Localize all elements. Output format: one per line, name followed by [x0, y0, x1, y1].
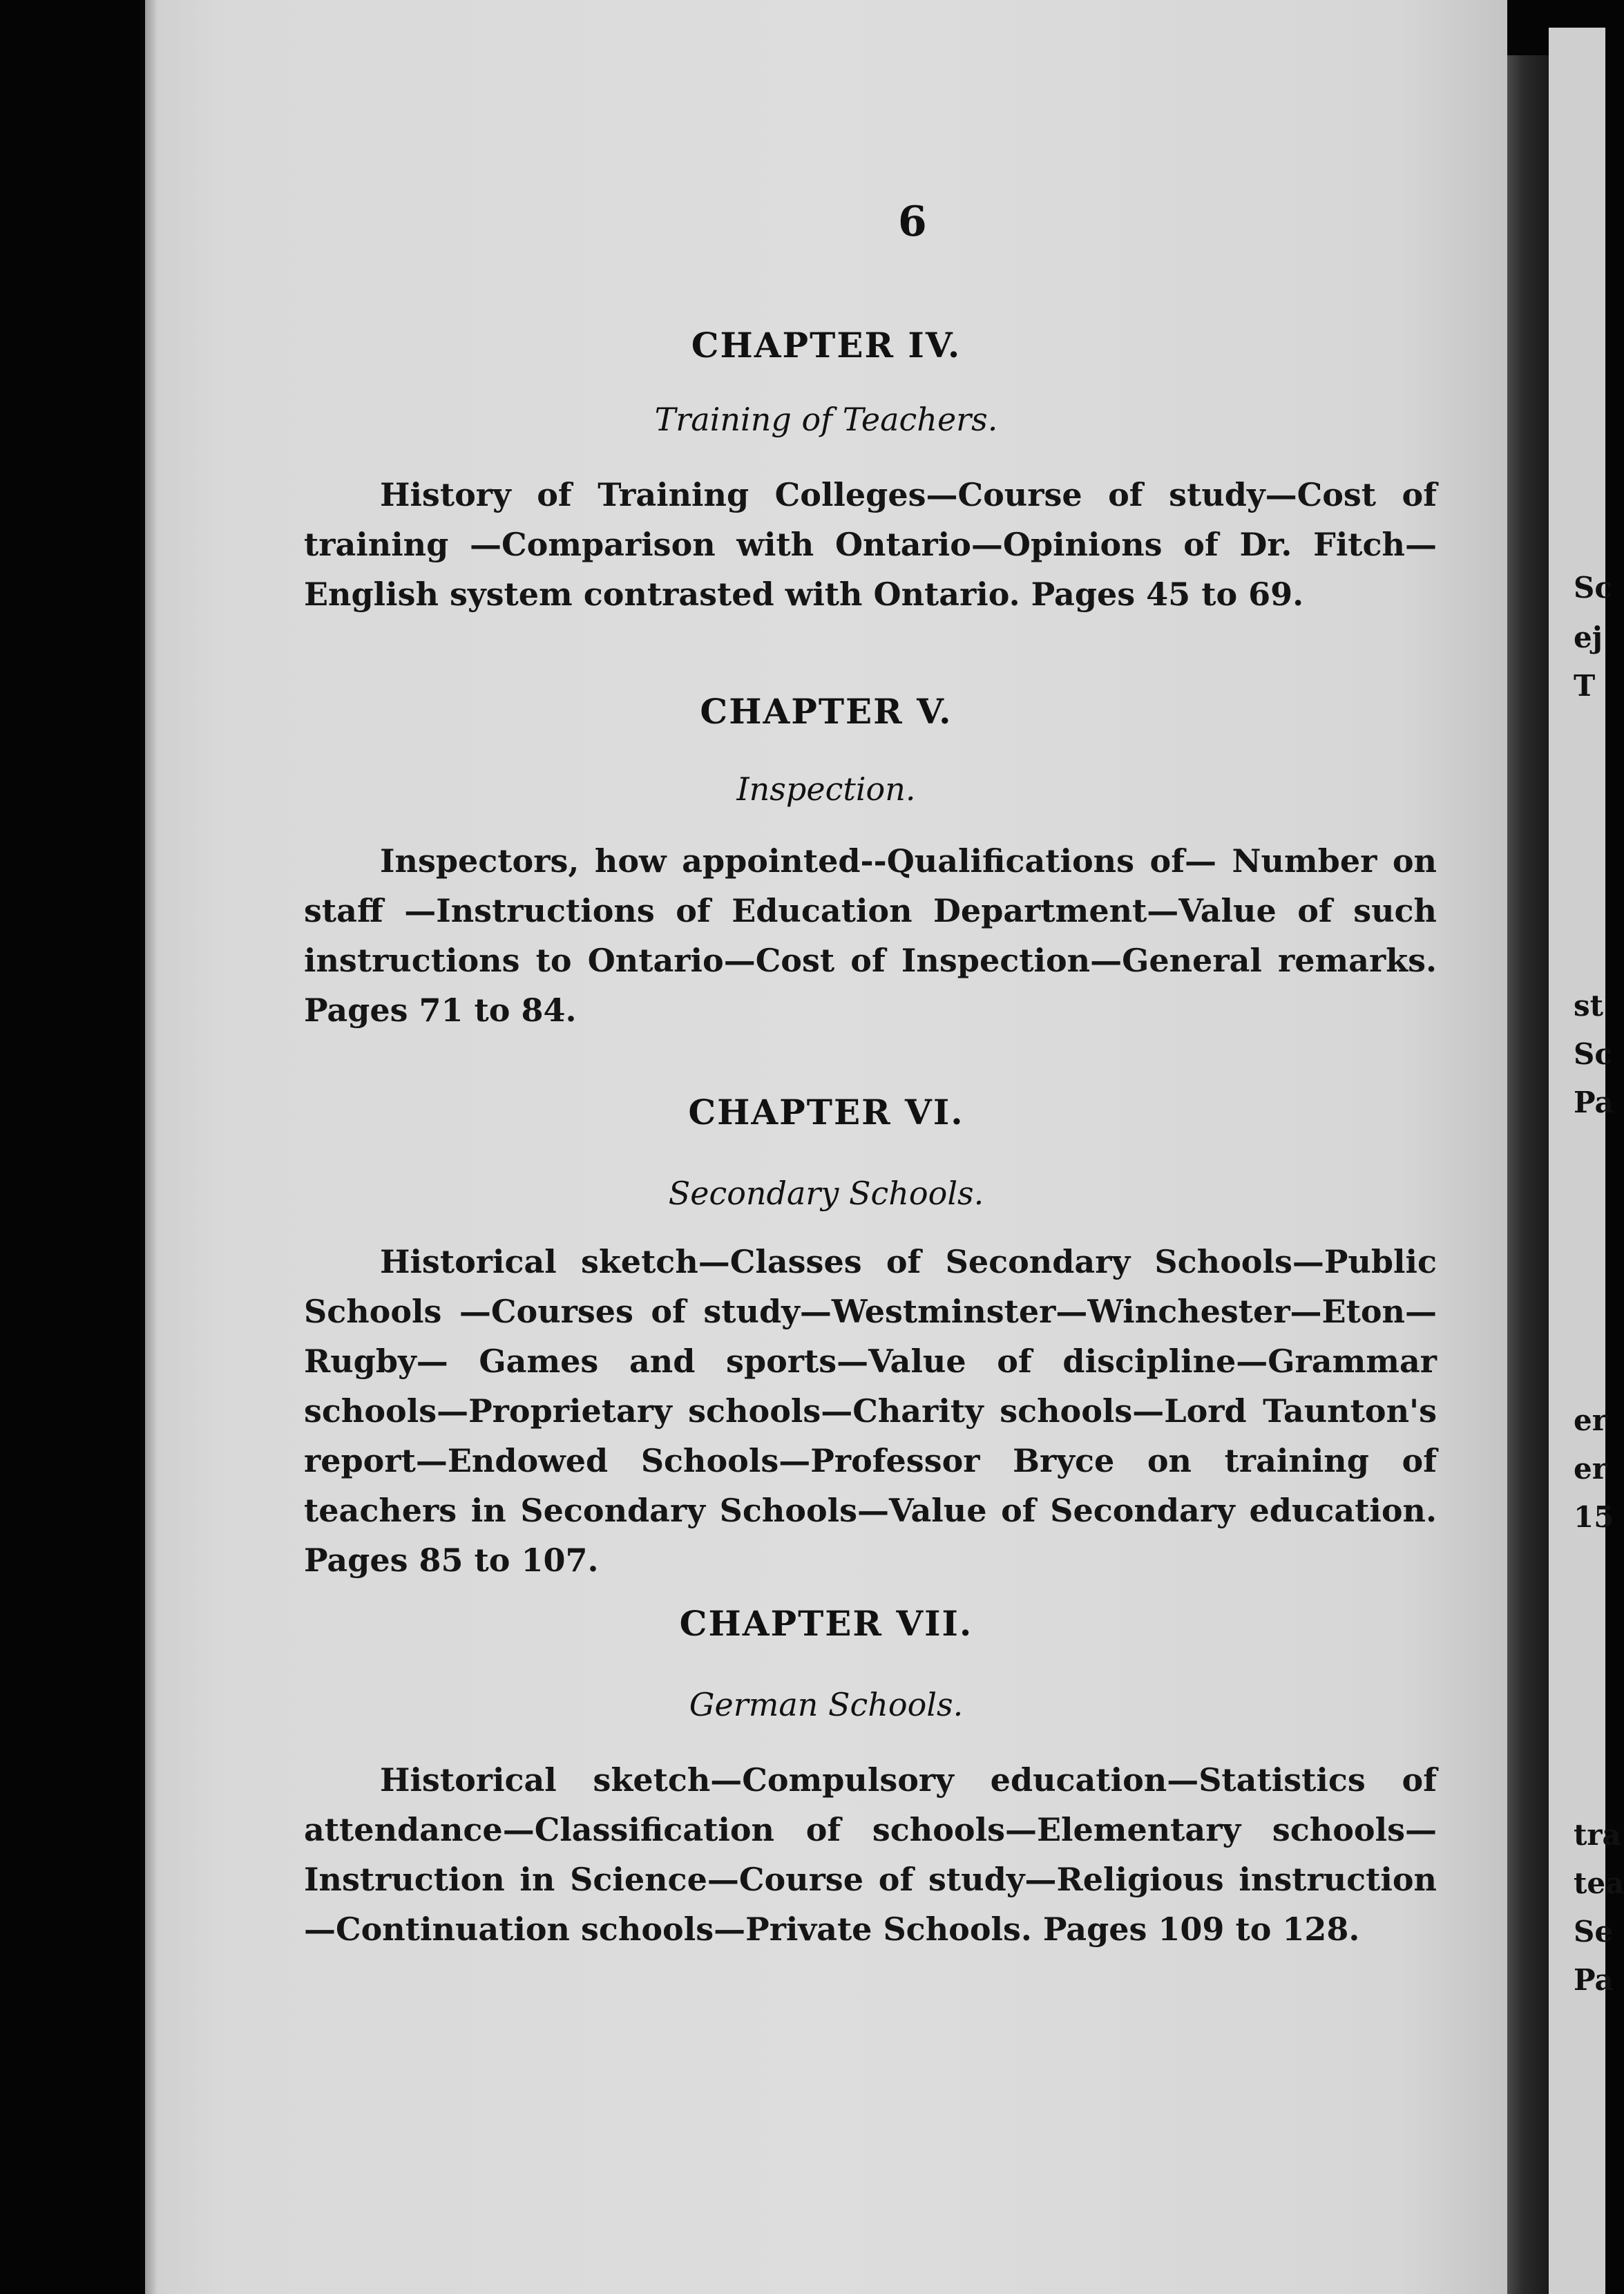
- adjacent-text-fragment: Pa: [1574, 1963, 1614, 1997]
- book-page: [145, 0, 1507, 2294]
- book-gutter: [1507, 55, 1549, 2294]
- adjacent-text-fragment: T: [1574, 669, 1596, 703]
- chapter-summary: Historical sketch—Classes of Secondary Schools—Public Schools —Courses of study—Westminster—Winchester—Eton—Rugby— Games and sports—Value of discipline—Grammar schools—Proprietary schools—Charity schools—Lord Taunton's report—Endowed Schools—Professor Bryce on training of teachers in Secondary Schools—Value of Secondary education. Pages 85 to 107.: [304, 1243, 1437, 1579]
- chapter-summary: Historical sketch—Compulsory education—Statistics of attendance—Classification of schools—Elementary schools—Instruction in Science—Course of study—Religious instruction—Continuation schools—Private Schools. Pages 109 to 128.: [304, 1761, 1437, 1948]
- adjacent-text-fragment: st: [1574, 989, 1604, 1023]
- chapter-heading: CHAPTER IV.: [691, 325, 962, 366]
- chapter-heading: CHAPTER VI.: [688, 1092, 964, 1132]
- adjacent-text-fragment: Se: [1574, 1915, 1614, 1949]
- adjacent-text-fragment: Sc: [1574, 571, 1612, 605]
- chapter-heading: CHAPTER VII.: [679, 1603, 973, 1644]
- chapter-summary: History of Training Colleges—Course of study—Cost of training —Comparison with Ontario—Opinions of Dr. Fitch—English system contrasted with Ontario. Pages 45 to 69.: [304, 476, 1437, 613]
- adjacent-text-fragment: tea: [1574, 1866, 1624, 1900]
- chapter-heading: CHAPTER V.: [700, 691, 953, 732]
- chapter-subtitle: Secondary Schools.: [668, 1175, 984, 1212]
- chapter-subtitle: German Schools.: [689, 1686, 964, 1723]
- adjacent-text-fragment: Sc: [1574, 1037, 1612, 1071]
- adjacent-text-fragment: 15: [1574, 1500, 1614, 1534]
- page-number: 6: [898, 198, 927, 246]
- adjacent-text-fragment: er: [1574, 1403, 1607, 1437]
- chapter-summary: Inspectors, how appointed--Qualifications of— Number on staff —Instructions of Education Department—Value of such instructions to Ontario—Cost of Inspection—General remarks. Pages 71 to 84.: [304, 842, 1437, 1029]
- chapter-subtitle: Training of Teachers.: [654, 401, 998, 438]
- adjacent-page-edge: [1549, 28, 1624, 2294]
- adjacent-text-fragment: er: [1574, 1452, 1607, 1486]
- chapter-subtitle: Inspection.: [736, 770, 916, 808]
- adjacent-text-fragment: ej: [1574, 620, 1603, 654]
- adjacent-text-fragment: Pa: [1574, 1086, 1614, 1119]
- adjacent-text-fragment: tra: [1574, 1818, 1621, 1852]
